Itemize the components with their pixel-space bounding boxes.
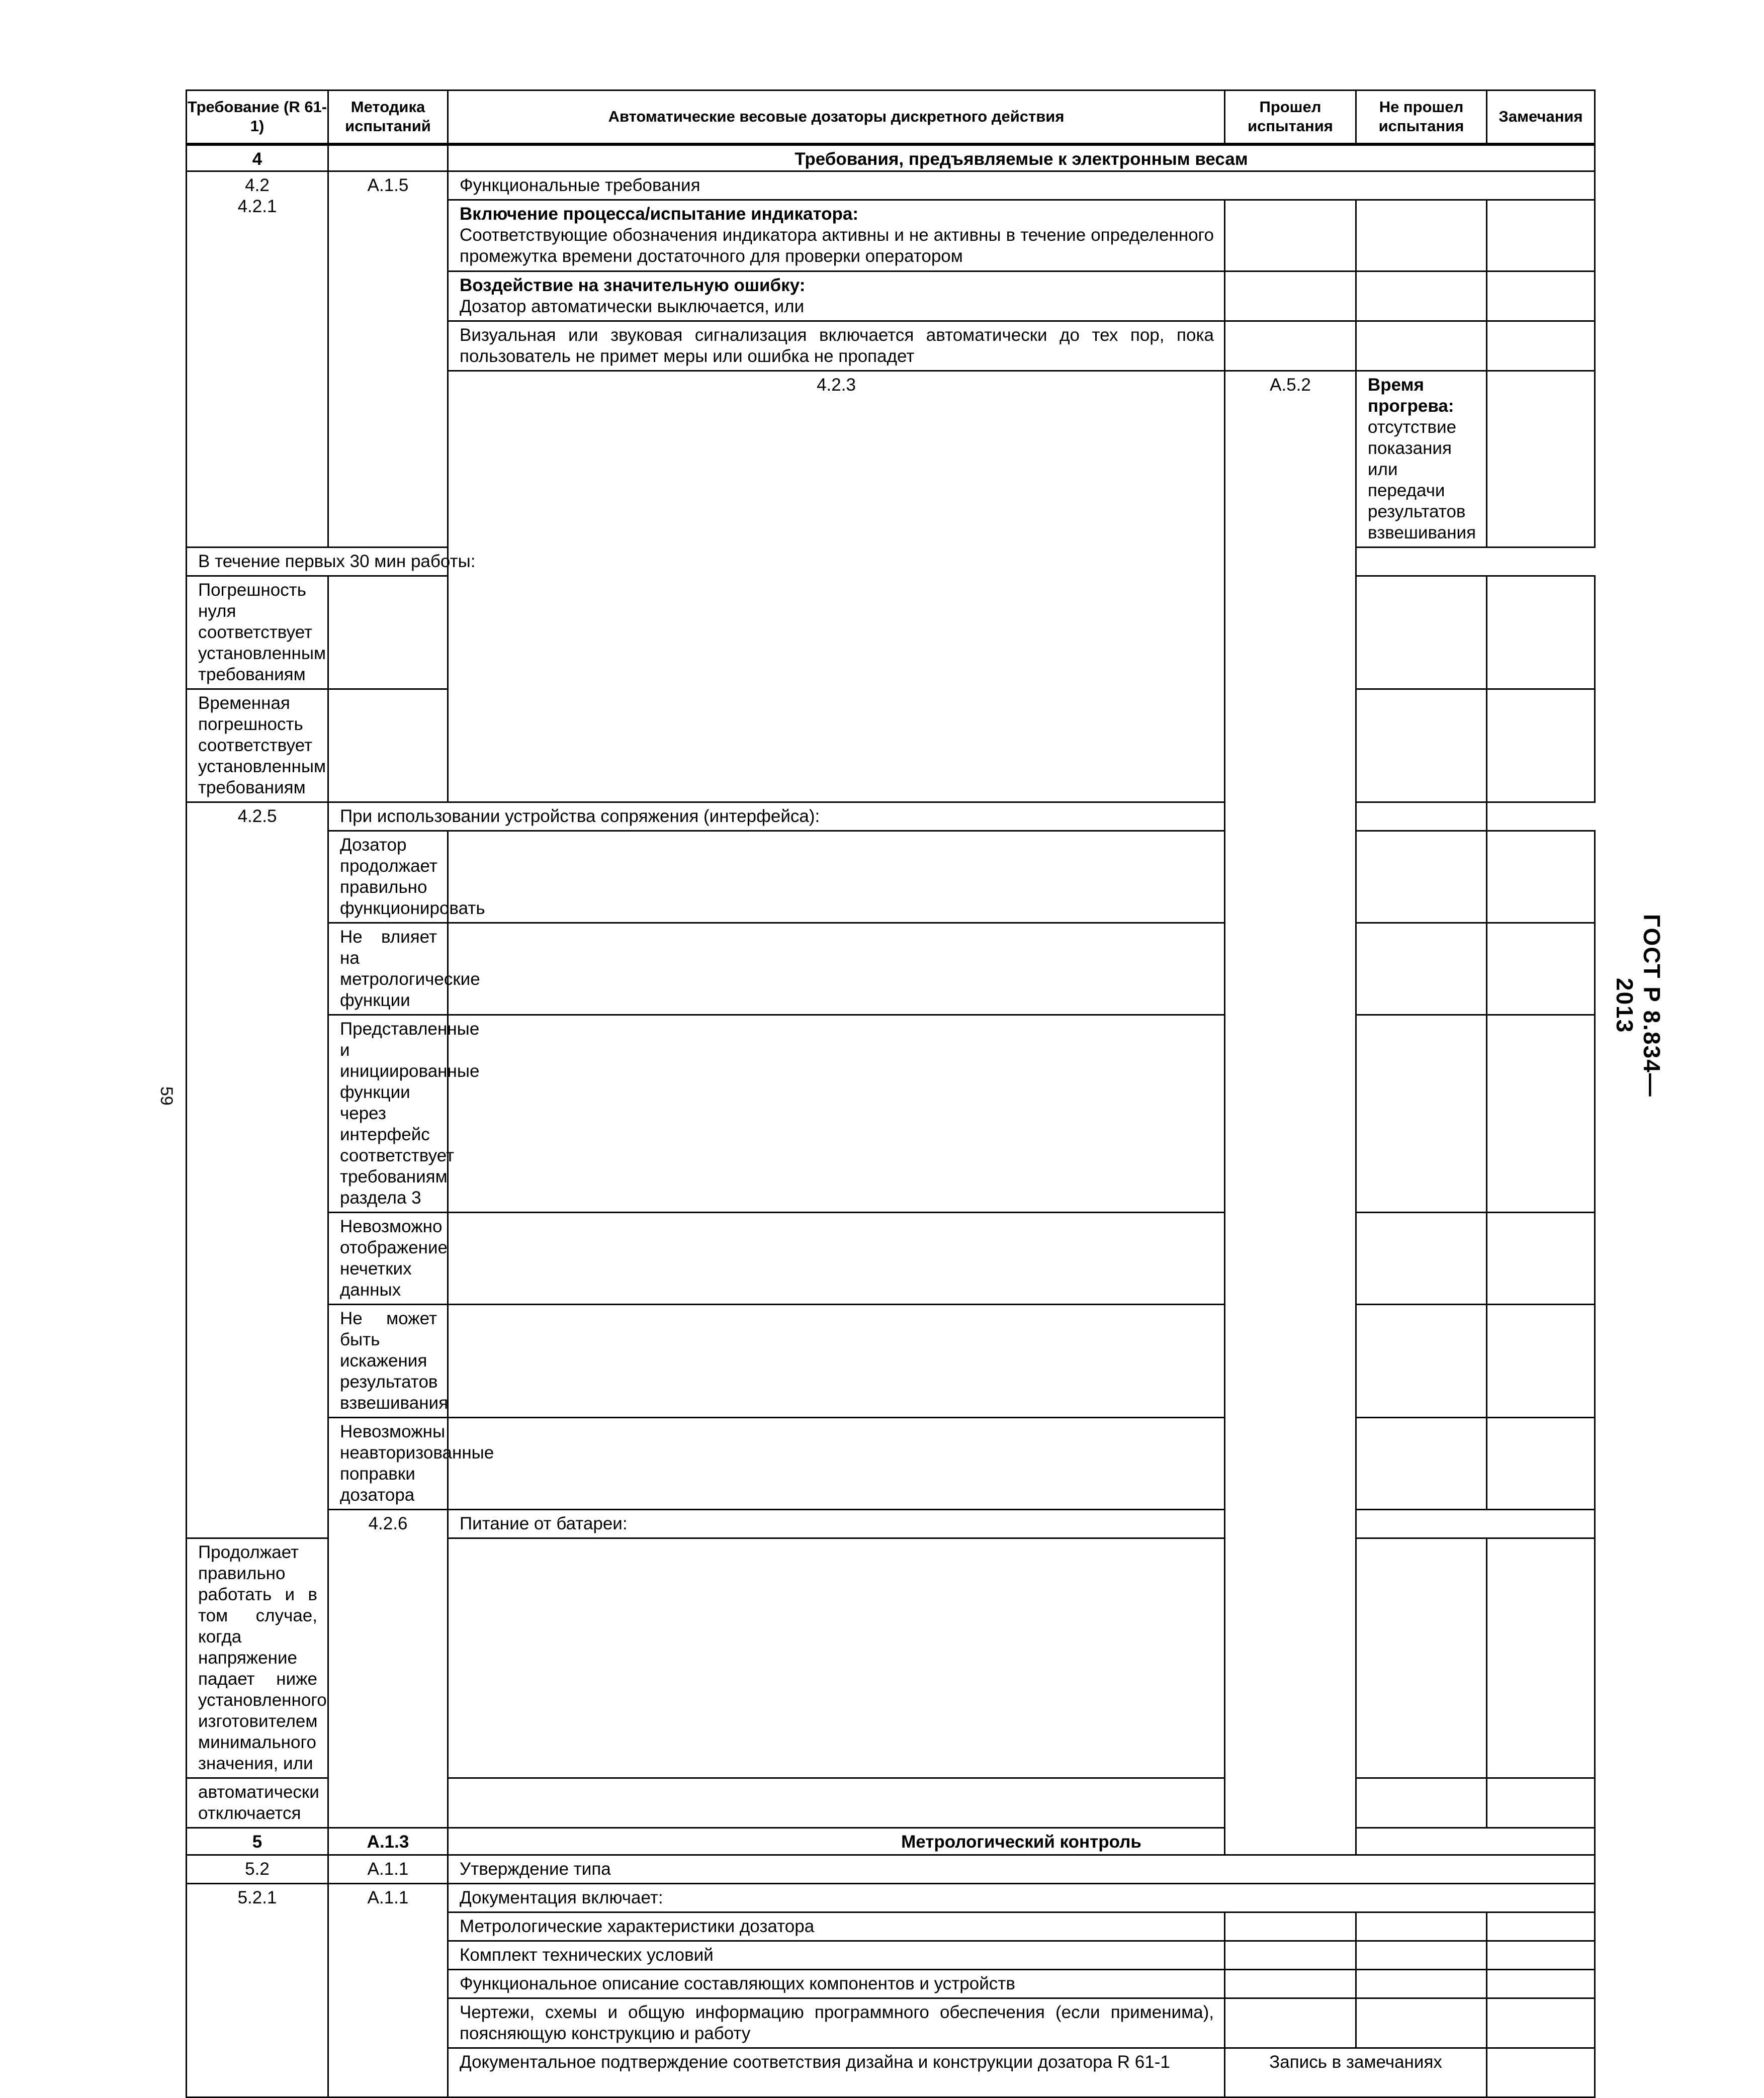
failed-cell[interactable] — [1356, 923, 1487, 1015]
passed-cell[interactable] — [1487, 371, 1595, 548]
table-row — [187, 1884, 1595, 1912]
failed-cell[interactable] — [1356, 831, 1487, 923]
description-heading: Документация включает: — [448, 1884, 1595, 1912]
passed-cell[interactable] — [448, 1538, 1225, 1778]
description-cell: Чертежи, схемы и общую информацию программного обеспечения (если применима), поясняющую конструкцию и работу — [448, 1998, 1225, 2048]
method-cell: А.1.5 — [328, 171, 448, 548]
section-method: А.1.3 — [328, 1828, 448, 1855]
table-row — [187, 1305, 1595, 1418]
failed-cell[interactable] — [1356, 271, 1487, 321]
requirement-number: 5.2 — [187, 1855, 328, 1884]
requirement-number: 5.2.1 — [187, 1884, 328, 2097]
description-cell: Представленные и инициированные функции через интерфейс соответствует требованиям раздела 3 — [328, 1015, 448, 1213]
passed-cell[interactable] — [448, 1015, 1225, 1213]
method-cell: А.1.1 — [328, 1884, 448, 2097]
description-cell: Документальное подтверждение соответствия дизайна и конструкции дозатора R 61-1 — [448, 2048, 1225, 2097]
table-row — [187, 1855, 1595, 1884]
description-cell: Продолжает правильно работать и в том случае, когда напряжение падает ниже установленного изготовителем минимального значения, или — [187, 1538, 328, 1778]
table-row — [187, 1015, 1595, 1213]
remarks-cell[interactable] — [1487, 1778, 1595, 1828]
passed-cell[interactable] — [448, 1305, 1225, 1418]
description-cell: Функциональное описание составляющих компонентов и устройств — [448, 1970, 1225, 1998]
description-cell: Комплект технических условий — [448, 1941, 1225, 1970]
description-cell: Невозможны неавторизованные поправки дозатора — [328, 1418, 448, 1510]
remarks-cell[interactable] — [1487, 1213, 1595, 1305]
table-row — [187, 831, 1595, 923]
description-text: Соответствующие обозначения индикатора активны и не активны в течение определенного промежутка времени достаточного для проверки оператором — [460, 225, 1214, 266]
header-remarks: Замечания — [1487, 90, 1595, 144]
failed-cell[interactable] — [1356, 1998, 1487, 2048]
remarks-cell[interactable] — [1487, 1970, 1595, 1998]
description-cell: автоматически отключается — [187, 1778, 328, 1828]
failed-cell[interactable] — [1356, 576, 1487, 689]
header-description: Автоматические весовые дозаторы дискретного действия — [448, 90, 1225, 144]
failed-cell[interactable] — [1356, 1912, 1487, 1941]
description-cell: Не влияет на метрологические функции — [328, 923, 448, 1015]
description-cell — [1356, 371, 1487, 548]
table-row — [187, 923, 1595, 1015]
failed-cell[interactable] — [1356, 1213, 1487, 1305]
table-row — [187, 1510, 1595, 1538]
table-row — [187, 1418, 1595, 1510]
passed-cell[interactable] — [448, 831, 1225, 923]
passed-cell[interactable] — [328, 576, 448, 689]
description-cell: Погрешность нуля соответствует установленным требованиям — [187, 576, 328, 689]
description-cell: Временная погрешность соответствует установленным требованиям — [187, 689, 328, 802]
remarks-cell[interactable] — [1487, 1941, 1595, 1970]
failed-cell[interactable] — [1356, 1305, 1487, 1418]
passed-cell[interactable] — [448, 1213, 1225, 1305]
section-number: 4 — [187, 144, 328, 171]
document-designation: ГОСТ Р 8.834—2013 — [1612, 914, 1665, 1098]
description-heading: При использовании устройства сопряжения (интерфейса): — [328, 802, 1487, 831]
requirements-table — [186, 89, 1596, 2098]
section-method — [328, 144, 448, 171]
failed-cell[interactable] — [1356, 1778, 1487, 1828]
failed-cell[interactable] — [1356, 200, 1487, 271]
remarks-cell[interactable] — [1487, 576, 1595, 689]
passed-cell[interactable] — [1225, 321, 1356, 371]
passed-cell[interactable] — [448, 1418, 1225, 1510]
table-row — [187, 171, 1595, 200]
remarks-cell[interactable] — [1487, 271, 1595, 321]
remarks-cell[interactable] — [1487, 1538, 1595, 1778]
remarks-cell[interactable] — [1487, 1998, 1595, 2048]
header-failed: Не прошел испытания — [1356, 90, 1487, 144]
description-cell — [448, 200, 1225, 271]
description-heading: Включение процесса/испытание индикатора: — [460, 204, 859, 224]
passed-cell[interactable] — [1225, 200, 1356, 271]
record-in-remarks-note: Запись в замечаниях — [1225, 2048, 1487, 2097]
remarks-cell[interactable] — [1487, 2048, 1595, 2097]
section-title: Требования, предъявляемые к электронным весам — [448, 144, 1595, 171]
page-number: 59 — [157, 1086, 176, 1106]
passed-cell[interactable] — [1225, 1998, 1356, 2048]
remarks-cell[interactable] — [1487, 1015, 1595, 1213]
failed-cell[interactable] — [1356, 1538, 1487, 1778]
remarks-cell[interactable] — [1487, 321, 1595, 371]
description-heading: В течение первых 30 мин работы: — [187, 548, 1356, 576]
remarks-cell[interactable] — [1487, 1912, 1595, 1941]
table-row — [187, 548, 1595, 576]
failed-cell[interactable] — [1356, 1418, 1487, 1510]
remarks-cell[interactable] — [1487, 200, 1595, 271]
requirement-number: 4.2.5 — [187, 802, 328, 1538]
remarks-cell[interactable] — [1487, 923, 1595, 1015]
header-passed: Прошел испытания — [1225, 90, 1356, 144]
passed-cell[interactable] — [328, 689, 448, 802]
description-text: Дозатор автоматически выключается, или — [460, 297, 805, 316]
failed-cell[interactable] — [1356, 1015, 1487, 1213]
failed-cell[interactable] — [1356, 1941, 1487, 1970]
table-row — [187, 1213, 1595, 1305]
header-method: Методика испытаний — [328, 90, 448, 144]
method-cell: А.5.2 — [1225, 371, 1356, 1855]
section-number: 5 — [187, 1828, 328, 1855]
requirement-number: 4.2.3 — [448, 371, 1225, 802]
remarks-cell[interactable] — [1487, 831, 1595, 923]
requirement-cell — [187, 171, 328, 548]
failed-cell[interactable] — [1356, 689, 1487, 802]
requirement-number: 4.2.6 — [328, 1510, 448, 1828]
passed-cell[interactable] — [1225, 1941, 1356, 1970]
description-cell: Визуальная или звуковая сигнализация включается автоматически до тех пор, пока пользователь не примет меры или ошибка не пропадет — [448, 321, 1225, 371]
failed-cell[interactable] — [1356, 1970, 1487, 1998]
passed-cell[interactable] — [1225, 1912, 1356, 1941]
description-cell — [448, 271, 1225, 321]
remarks-cell[interactable] — [1487, 689, 1595, 802]
section-row — [187, 1828, 1595, 1855]
description-cell: Функциональные требования — [448, 171, 1595, 200]
method-cell: А.1.1 — [328, 1855, 448, 1884]
description-cell: Метрологические характеристики дозатора — [448, 1912, 1225, 1941]
passed-cell[interactable] — [1225, 271, 1356, 321]
section-row — [187, 144, 1595, 171]
passed-cell[interactable] — [448, 1778, 1225, 1828]
remarks-cell[interactable] — [1487, 1418, 1595, 1510]
description-heading: Время прогрева: — [1368, 375, 1454, 416]
description-text: отсутствие показания или передачи результатов взвешивания — [1368, 417, 1476, 542]
remarks-cell[interactable] — [1487, 1305, 1595, 1418]
description-cell: Невозможно отображение нечетких данных — [328, 1213, 448, 1305]
table-row — [187, 802, 1595, 831]
description-cell: Не может быть искажения результатов взвешивания — [328, 1305, 448, 1418]
requirement-number: 4.2 — [245, 175, 270, 195]
passed-cell[interactable] — [1225, 1970, 1356, 1998]
passed-cell[interactable] — [448, 923, 1225, 1015]
description-heading: Воздействие на значительную ошибку: — [460, 276, 806, 295]
section-title: Метрологический контроль — [448, 1828, 1595, 1855]
description-cell: Дозатор продолжает правильно функционировать — [328, 831, 448, 923]
description-heading: Питание от батареи: — [448, 1510, 1595, 1538]
header-requirement: Требование (R 61-1) — [187, 90, 328, 144]
description-heading: Утверждение типа — [448, 1855, 1595, 1884]
requirement-number: 4.2.1 — [237, 197, 277, 216]
table-header-row — [187, 90, 1595, 144]
failed-cell[interactable] — [1356, 321, 1487, 371]
